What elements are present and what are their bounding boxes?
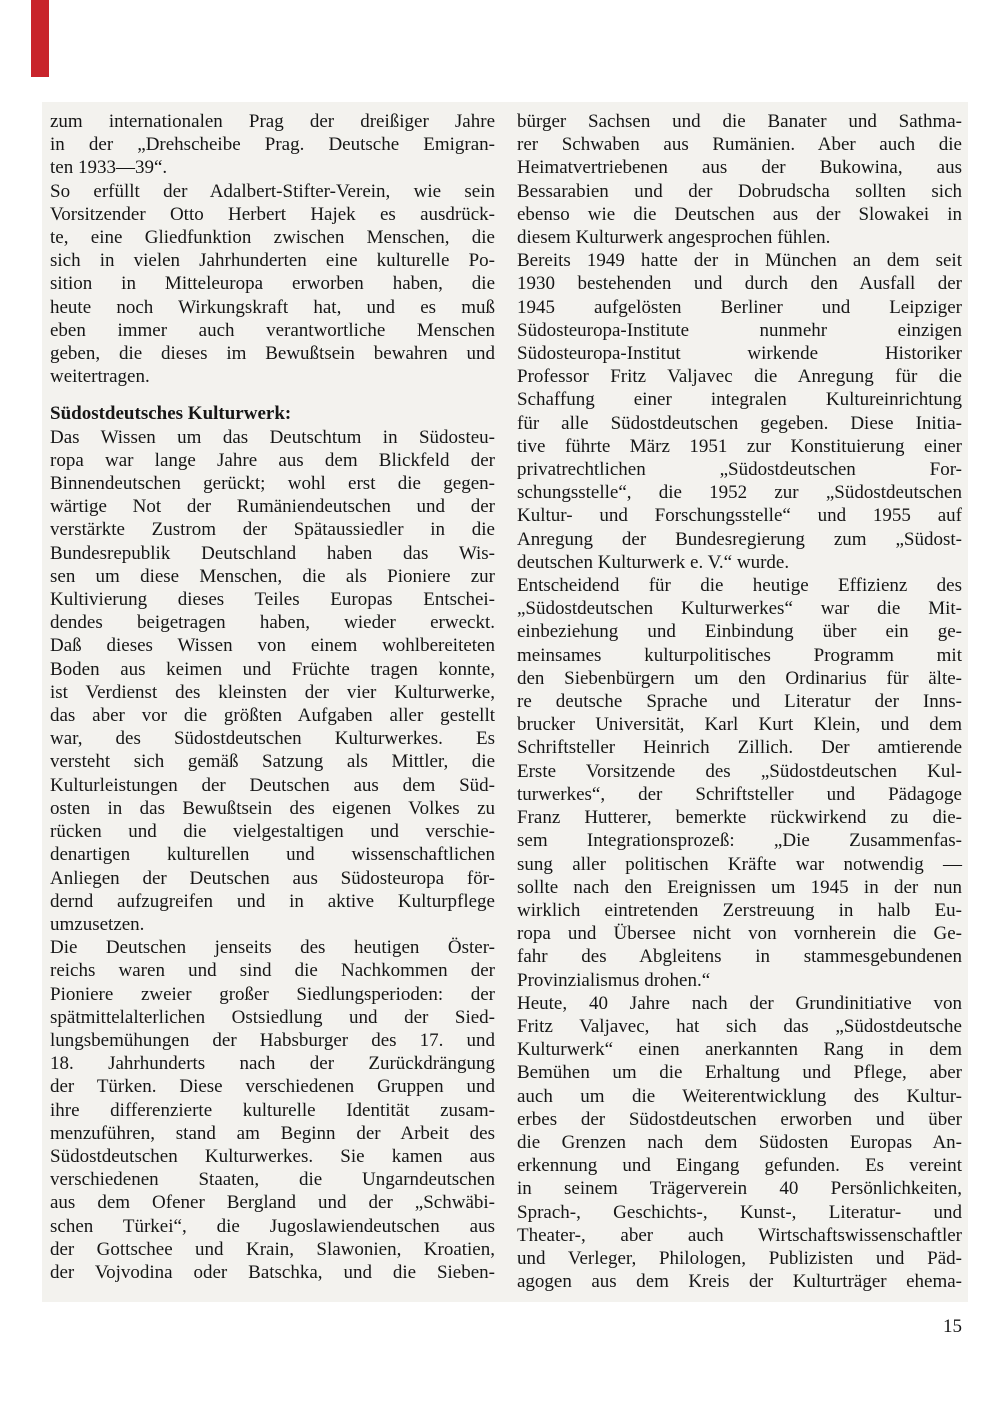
text-line: auch um die Weiterentwicklung des Kultur- bbox=[517, 1085, 962, 1107]
text-line: Kultivierung dieses Teiles Europas Entschei- bbox=[50, 589, 495, 611]
paragraph bbox=[517, 574, 962, 992]
text-line: erbes der Südostdeutschen erworben und über bbox=[517, 1108, 962, 1130]
text-line: spätmittelalterlichen Ostsiedlung und der Sied- bbox=[50, 1006, 495, 1028]
text-line: Schaffung einer integralen Kultureinrichtung bbox=[517, 389, 962, 411]
text-line: ropa war lange Jahre aus dem Blickfeld der bbox=[50, 449, 495, 471]
text-line: in seinem Trägerverein 40 Persönlichkeiten, bbox=[517, 1178, 962, 1200]
text-line: heute noch Wirkungskraft hat, und es muß bbox=[50, 296, 495, 318]
text-line: Südostdeutschen Kulturwerkes. Sie kamen aus bbox=[50, 1145, 495, 1167]
paragraph bbox=[50, 110, 495, 180]
text-line: ist Verdienst des kleinsten der vier Kulturwerke, bbox=[50, 681, 495, 703]
text-line: umzusetzen. bbox=[50, 913, 145, 935]
paragraph bbox=[517, 110, 962, 249]
column-left bbox=[50, 110, 495, 1293]
text-line: tive führte März 1951 zur Konstituierung einer bbox=[517, 435, 962, 457]
text-line: einbeziehung und Einbindung über ein ge- bbox=[517, 621, 962, 643]
text-line: und Verleger, Philologen, Publizisten und Päd- bbox=[517, 1247, 962, 1269]
text-line: Anliegen der Deutschen aus Südosteuropa för- bbox=[50, 867, 495, 889]
text-line: Heute, 40 Jahre nach der Grundinitiative von bbox=[517, 992, 962, 1014]
text-line: Fritz Valjavec, hat sich das „Südostdeutsche bbox=[517, 1015, 962, 1037]
text-line: dendes beigetragen haben, wieder erweckt. bbox=[50, 612, 495, 634]
text-line: re deutsche Sprache und Literatur der Inns- bbox=[517, 691, 962, 713]
text-line: reichs waren und sind die Nachkommen der bbox=[50, 960, 495, 982]
text-line: agogen aus dem Kreis der Kulturträger ehema- bbox=[517, 1271, 962, 1293]
paragraph bbox=[517, 992, 962, 1294]
text-line: Kulturwerk“ einen anerkannten Rang in dem bbox=[517, 1039, 962, 1061]
text-line: wirklich eintretenden Zerstreuung in halb Eu- bbox=[517, 899, 962, 921]
text-line: den Siebenbürgern um den Ordinarius für älte- bbox=[517, 667, 962, 689]
text-line: Schriftsteller Heinrich Zillich. Der amtierende bbox=[517, 737, 962, 759]
text-line: Südosteuropa-Institute nunmehr einzigen bbox=[517, 319, 962, 341]
text-line: der Türken. Diese verschiedenen Gruppen und bbox=[50, 1076, 495, 1098]
text-line: So erfüllt der Adalbert-Stifter-Verein, wie sein bbox=[50, 180, 495, 202]
text-line: Theater-, aber auch Wirtschaftswissenschaftler bbox=[517, 1224, 962, 1246]
paragraph bbox=[50, 180, 495, 389]
text-line: Sprach-, Geschichts-, Kunst-, Literatur- und bbox=[517, 1201, 962, 1223]
text-line: brucker Universität, Karl Kurt Klein, und dem bbox=[517, 714, 962, 736]
text-line: Provinzialismus drohen.“ bbox=[517, 969, 711, 991]
column-right bbox=[517, 110, 962, 1293]
text-line: war, des Südostdeutschen Kulturwerkes. Es bbox=[50, 728, 495, 750]
text-line: Kultur- und Forschungsstelle“ und 1955 auf bbox=[517, 505, 962, 527]
text-line: Kulturleistungen der Deutschen aus dem Süd- bbox=[50, 774, 495, 796]
text-line: rer Schwaben aus Rumänien. Aber auch die bbox=[517, 134, 962, 156]
text-line: osten in das Bewußtsein des eigenen Volkes zu bbox=[50, 797, 495, 819]
paragraph bbox=[517, 249, 962, 574]
text-line: 1930 bestehenden und durch den Ausfall der bbox=[517, 273, 962, 295]
text-line: denartigen kulturellen und wissenschaftlichen bbox=[50, 844, 495, 866]
text-line: Bessarabien und der Dobrudscha sollten sich bbox=[517, 180, 962, 202]
text-line: privatrechtlichen „Südostdeutschen For- bbox=[517, 459, 962, 481]
text-line: Anregung der Bundesregierung zum „Südost- bbox=[517, 528, 962, 550]
text-line: verschiedenen Staaten, die Ungarndeutschen bbox=[50, 1169, 495, 1191]
text-line: ropa und Übersee nicht von vornherein die Ge- bbox=[517, 923, 962, 945]
text-line: ihre differenzierte kulturelle Identität zusam- bbox=[50, 1099, 495, 1121]
text-line: 18. Jahrhunderts nach der Zurückdrängung bbox=[50, 1053, 495, 1075]
text-line: Südosteuropa-Institut wirkende Historiker bbox=[517, 343, 962, 365]
text-line: geben, die dieses im Bewußtsein bewahren und bbox=[50, 343, 495, 365]
text-line: meinsames kulturpolitisches Programm mit bbox=[517, 644, 962, 666]
text-line: fahr des Abgleitens in stammesgebundenen bbox=[517, 946, 962, 968]
paragraph bbox=[50, 936, 495, 1284]
text-line: turwerkes“, der Schriftsteller und Pädagoge bbox=[517, 783, 962, 805]
text-line: versteht sich gemäß Satzung als Mittler, die bbox=[50, 751, 495, 773]
text-line: Die Deutschen jenseits des heutigen Öster- bbox=[50, 937, 495, 959]
text-line: Das Wissen um das Deutschtum in Südosteu- bbox=[50, 426, 495, 448]
text-line: rücken und die vielgestaltigen und verschie- bbox=[50, 821, 495, 843]
text-line: Bundesrepublik Deutschland haben das Wis- bbox=[50, 542, 495, 564]
text-line: deutschen Kulturwerk e. V.“ wurde. bbox=[517, 551, 790, 573]
text-line: sung aller politischen Kräfte war notwendig — bbox=[517, 853, 962, 875]
text-line: Bereits 1949 hatte der in München an dem seit bbox=[517, 250, 962, 272]
two-column-text bbox=[50, 110, 962, 1293]
text-line: sollte nach den Ereignissen um 1945 in der nun bbox=[517, 876, 962, 898]
text-line: 1945 aufgelösten Berliner und Leipziger bbox=[517, 296, 962, 318]
text-line: sem Integrationsprozeß: „Die Zusammenfas- bbox=[517, 830, 962, 852]
text-line: sen um diese Menschen, die als Pioniere zur bbox=[50, 565, 495, 587]
text-line: menzuführen, stand am Beginn der Arbeit des bbox=[50, 1122, 495, 1144]
text-line: erkennung und Eingang gefunden. Es vereint bbox=[517, 1155, 962, 1177]
text-line: te, eine Gliedfunktion zwischen Menschen, die bbox=[50, 227, 495, 249]
text-line: dernd aufzugreifen und in aktive Kulturpflege bbox=[50, 890, 495, 912]
text-line: sich in vielen Jahrhunderten eine kulturelle Po- bbox=[50, 250, 495, 272]
text-line: wärtige Not der Rumäniendeutschen und der bbox=[50, 496, 495, 518]
text-line: ten 1933—39“. bbox=[50, 157, 168, 179]
text-line: aus dem Ofener Bergland und der „Schwäbi- bbox=[50, 1192, 495, 1214]
text-line: ebenso wie die Deutschen aus der Slowakei in bbox=[517, 203, 962, 225]
text-line: Pioniere zweier großer Siedlungsperioden: der bbox=[50, 983, 495, 1005]
text-line: für alle Südostdeutschen gegeben. Diese Initia- bbox=[517, 412, 962, 434]
text-line: bürger Sachsen und die Banater und Sathma- bbox=[517, 111, 962, 132]
text-line: der Vojvodina oder Batschka, und die Sieben- bbox=[50, 1261, 495, 1283]
text-line: weitertragen. bbox=[50, 366, 150, 388]
text-line: verstärkte Zustrom der Spätaussiedler in die bbox=[50, 519, 495, 541]
text-line: Entscheidend für die heutige Effizienz des bbox=[517, 575, 962, 597]
text-line: in der „Drehscheibe Prag. Deutsche Emigran- bbox=[50, 134, 495, 156]
text-line: Erste Vorsitzende des „Südostdeutschen Kul- bbox=[517, 760, 962, 782]
text-line: Professor Fritz Valjavec die Anregung für die bbox=[517, 366, 962, 388]
text-line: „Südostdeutschen Kulturwerkes“ war die Mit- bbox=[517, 598, 962, 620]
text-line: das aber vor die größten Aufgaben aller gestellt bbox=[50, 705, 495, 727]
text-line: Daß dieses Wissen von einem wohlbereiteten bbox=[50, 635, 495, 657]
paragraph bbox=[50, 426, 495, 936]
page-number: 15 bbox=[943, 1316, 962, 1337]
text-line: der Gottschee und Krain, Slawonien, Kroatien, bbox=[50, 1238, 495, 1260]
red-edge-mark bbox=[31, 0, 49, 77]
text-line: Bemühen um die Erhaltung und Pflege, aber bbox=[517, 1062, 962, 1084]
text-line: Boden aus keimen und Früchte tragen konnte, bbox=[50, 658, 495, 680]
text-line: Franz Hutterer, bemerkte rückwirkend zu die- bbox=[517, 807, 962, 829]
text-line: sition in Mitteleuropa erworben haben, die bbox=[50, 273, 495, 295]
section-heading bbox=[50, 402, 495, 425]
text-line: schen Türkei“, die Jugoslawiendeutschen aus bbox=[50, 1215, 495, 1237]
text-line: schungsstelle“, die 1952 zur „Südostdeutschen bbox=[517, 482, 962, 504]
text-line: die Grenzen nach dem Südosten Europas An- bbox=[517, 1131, 962, 1153]
text-line: Binnendeutschen gerückt; wohl erst die gegen- bbox=[50, 473, 495, 495]
text-line: zum internationalen Prag der dreißiger Jahre bbox=[50, 111, 495, 132]
text-line: eben immer auch verantwortliche Menschen bbox=[50, 319, 495, 341]
text-line: Vorsitzender Otto Herbert Hajek es ausdrück- bbox=[50, 203, 495, 225]
text-line: diesem Kulturwerk angesprochen fühlen. bbox=[517, 227, 831, 249]
text-line: Heimatvertriebenen aus der Bukowina, aus bbox=[517, 157, 962, 179]
text-line: lungsbemühungen der Habsburger des 17. und bbox=[50, 1029, 495, 1051]
heading-line: Südostdeutsches Kulturwerk: bbox=[50, 403, 292, 425]
